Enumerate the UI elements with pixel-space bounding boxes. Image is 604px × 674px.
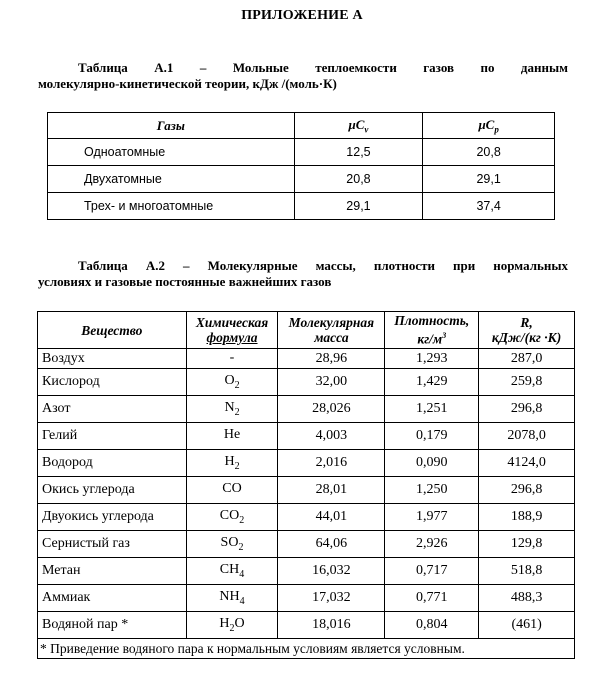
table2-caption-line1: Таблица А.2 – Молекулярные массы, плотности при нормальных xyxy=(78,258,568,273)
table2-caption-line2: условиях и газовые постоянные важнейших газов xyxy=(38,274,332,289)
header-substance: Вещество xyxy=(38,312,187,349)
header-density-exp: 3 xyxy=(442,331,447,341)
gas-constant-value: 259,8 xyxy=(479,369,575,396)
formula-subscript: 4 xyxy=(239,568,245,580)
substance-name: Азот xyxy=(38,396,187,423)
chemical-formula xyxy=(186,396,278,423)
density-value: 1,250 xyxy=(385,477,479,504)
header-gases: Газы xyxy=(48,113,295,139)
molecular-mass: 28,026 xyxy=(278,396,385,423)
table-row xyxy=(48,166,555,193)
cp-value: 20,8 xyxy=(423,139,555,166)
gas-constant-value: 188,9 xyxy=(479,504,575,531)
formula-subscript: 2 xyxy=(239,514,245,526)
table-row xyxy=(38,558,575,585)
molecular-mass: 64,06 xyxy=(278,531,385,558)
table1-caption-line2: молекулярно-кинетической теории, кДж /(моль·К) xyxy=(38,76,337,91)
table-row xyxy=(38,349,575,369)
header-cv xyxy=(294,113,423,139)
density-value: 0,804 xyxy=(385,612,479,639)
gas-constant-value: 287,0 xyxy=(479,349,575,369)
chemical-formula xyxy=(186,349,278,369)
table-row xyxy=(38,477,575,504)
density-value: 1,429 xyxy=(385,369,479,396)
header-density-unit: кг/м xyxy=(417,331,443,347)
gas-constant-value: 296,8 xyxy=(479,477,575,504)
table2-caption xyxy=(38,258,568,290)
header-gas-constant xyxy=(479,312,575,349)
gas-name: Одноатомные xyxy=(48,139,295,166)
header-mass-line2: масса xyxy=(314,330,349,345)
header-cv-sub: v xyxy=(364,124,369,135)
substance-name: Воздух xyxy=(38,349,187,369)
gas-properties-table xyxy=(37,311,575,659)
molecular-mass: 28,01 xyxy=(278,477,385,504)
header-cv-main: μC xyxy=(348,116,365,132)
gas-constant-value: (461) xyxy=(479,612,575,639)
density-value: 1,977 xyxy=(385,504,479,531)
chemical-formula xyxy=(186,450,278,477)
table1-header-row xyxy=(48,113,555,139)
table-footnote: * Приведение водяного пара к нормальным условиям является условным. xyxy=(38,639,575,659)
formula-subscript: 2 xyxy=(234,406,240,418)
gas-constant-value: 518,8 xyxy=(479,558,575,585)
molecular-mass: 2,016 xyxy=(278,450,385,477)
header-formula xyxy=(186,312,278,349)
table-row xyxy=(38,423,575,450)
density-value: 1,251 xyxy=(385,396,479,423)
gas-constant-value: 129,8 xyxy=(479,531,575,558)
chemical-formula xyxy=(186,369,278,396)
chemical-formula xyxy=(186,612,278,639)
header-density xyxy=(385,312,479,349)
table1-caption-line1: Таблица А.1 – Мольные теплоемкости газов по данным xyxy=(78,60,568,75)
cv-value: 12,5 xyxy=(294,139,423,166)
chemical-formula xyxy=(186,423,278,450)
heat-capacity-table xyxy=(47,112,555,220)
formula-part: N xyxy=(224,400,235,416)
density-value: 0,717 xyxy=(385,558,479,585)
cv-value: 29,1 xyxy=(294,193,423,220)
substance-name: Окись углерода xyxy=(38,477,187,504)
table-row xyxy=(38,585,575,612)
density-value: 1,293 xyxy=(385,349,479,369)
header-r-line2: кДж/(кг ·К) xyxy=(491,330,562,345)
gas-name: Трех- и многоатомные xyxy=(48,193,295,220)
substance-name: Аммиак xyxy=(38,585,187,612)
table-row xyxy=(38,450,575,477)
table1-caption xyxy=(38,60,568,92)
header-cp xyxy=(423,113,555,139)
gas-constant-value: 296,8 xyxy=(479,396,575,423)
table-row xyxy=(38,612,575,639)
table-row xyxy=(48,139,555,166)
formula-subscript: 2 xyxy=(234,460,240,472)
gas-constant-value: 488,3 xyxy=(479,585,575,612)
table-row xyxy=(38,369,575,396)
header-formula-line1: Химическая xyxy=(195,315,269,330)
gas-constant-value: 4124,0 xyxy=(479,450,575,477)
footnote-row xyxy=(38,639,575,659)
density-value: 0,179 xyxy=(385,423,479,450)
header-mass-line1: Молекулярная xyxy=(288,315,375,330)
formula-part: SO xyxy=(220,535,239,551)
appendix-heading: ПРИЛОЖЕНИЕ А xyxy=(241,8,363,23)
table2-header-row xyxy=(38,312,575,349)
table-row xyxy=(38,504,575,531)
chemical-formula xyxy=(186,531,278,558)
formula-part: H xyxy=(224,454,235,470)
table-row xyxy=(38,396,575,423)
header-formula-line2: формула xyxy=(206,330,258,345)
header-density-line1: Плотность, xyxy=(394,313,470,329)
header-r-line1: R, xyxy=(520,315,533,330)
density-value: 2,926 xyxy=(385,531,479,558)
header-cp-main: μC xyxy=(478,116,495,132)
molecular-mass: 17,032 xyxy=(278,585,385,612)
formula-part: CO xyxy=(219,508,240,524)
header-cp-sub: p xyxy=(494,124,499,135)
molecular-mass: 18,016 xyxy=(278,612,385,639)
formula-part: He xyxy=(223,427,241,443)
cp-value: 37,4 xyxy=(423,193,555,220)
molecular-mass: 4,003 xyxy=(278,423,385,450)
formula-subscript: 2 xyxy=(234,379,240,391)
chemical-formula xyxy=(186,585,278,612)
molecular-mass: 28,96 xyxy=(278,349,385,369)
cp-value: 29,1 xyxy=(423,166,555,193)
header-mass xyxy=(278,312,385,349)
molecular-mass: 44,01 xyxy=(278,504,385,531)
chemical-formula xyxy=(186,558,278,585)
formula-subscript: 4 xyxy=(239,595,245,607)
formula-subscript: 2 xyxy=(238,541,244,553)
substance-name: Сернистый газ xyxy=(38,531,187,558)
gas-name: Двухатомные xyxy=(48,166,295,193)
formula-part: CH xyxy=(219,562,240,578)
formula-part: NH xyxy=(219,589,240,605)
formula-part: - xyxy=(229,349,235,365)
density-value: 0,771 xyxy=(385,585,479,612)
substance-name: Водород xyxy=(38,450,187,477)
formula-part: O xyxy=(224,373,235,389)
table-row xyxy=(38,531,575,558)
formula-part: H xyxy=(219,616,230,632)
formula-part: CO xyxy=(222,481,242,497)
substance-name: Водяной пар * xyxy=(38,612,187,639)
formula-subscript: 2 xyxy=(229,622,235,634)
chemical-formula xyxy=(186,504,278,531)
density-value: 0,090 xyxy=(385,450,479,477)
substance-name: Двуокись углерода xyxy=(38,504,187,531)
gas-constant-value: 2078,0 xyxy=(479,423,575,450)
substance-name: Метан xyxy=(38,558,187,585)
cv-value: 20,8 xyxy=(294,166,423,193)
chemical-formula xyxy=(186,477,278,504)
molecular-mass: 16,032 xyxy=(278,558,385,585)
table-row xyxy=(48,193,555,220)
formula-part: O xyxy=(234,616,245,632)
substance-name: Кислород xyxy=(38,369,187,396)
molecular-mass: 32,00 xyxy=(278,369,385,396)
substance-name: Гелий xyxy=(38,423,187,450)
